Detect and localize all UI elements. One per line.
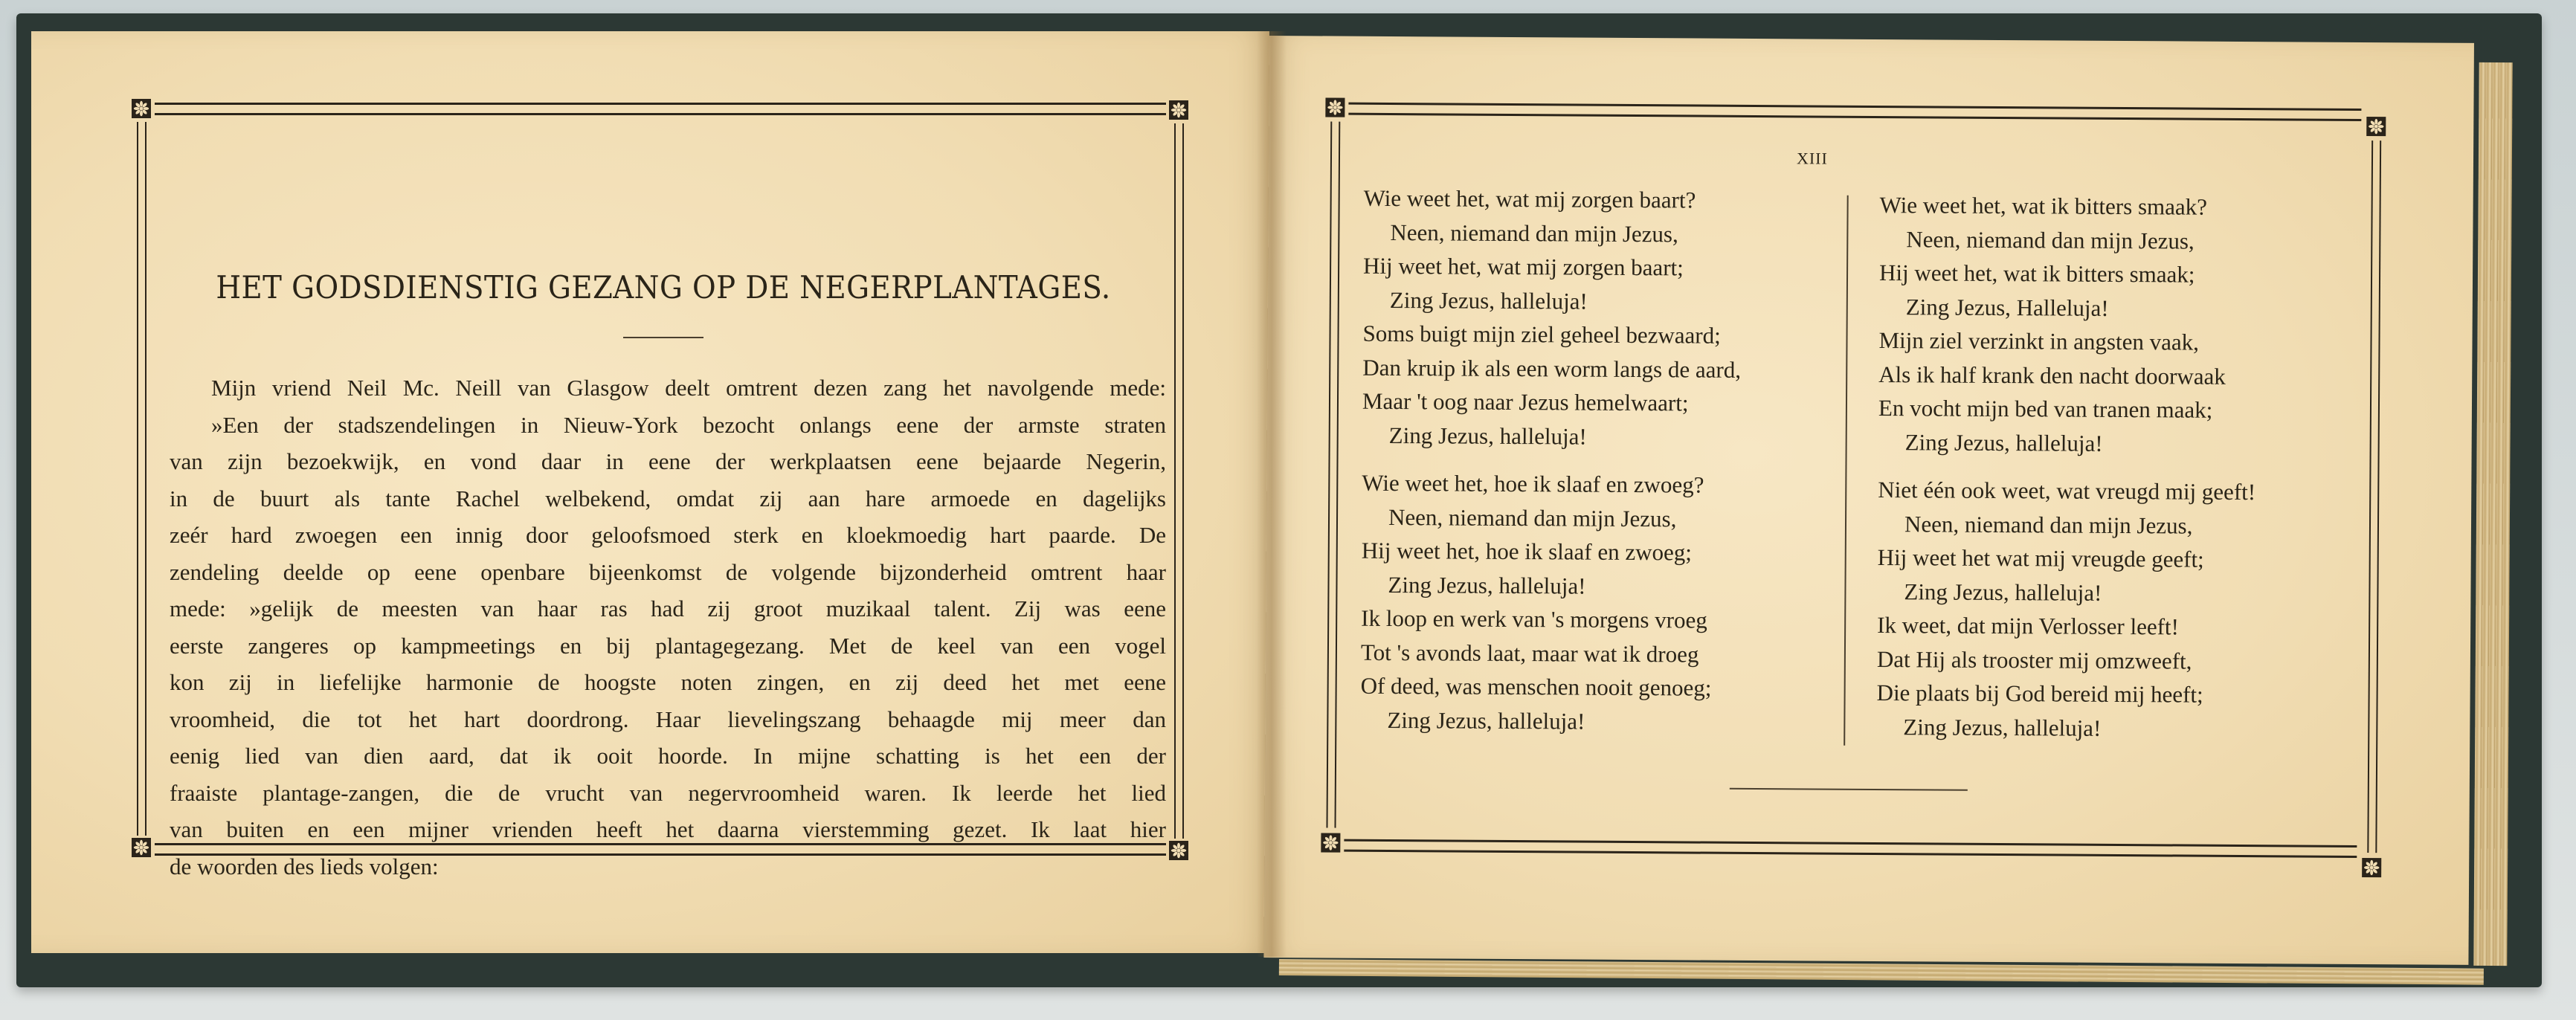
frame-right-rule: [1174, 123, 1184, 839]
poem-line: Maar 't oog naar Jezus hemelwaart;: [1362, 387, 1689, 416]
poem-line: Hij weet het wat mij vreugde geeft;: [1877, 544, 2204, 572]
intro-paragraph: [170, 369, 1166, 885]
chapter-title: HET GODSDIENSTIG GEZANG OP DE NEGERPLANTAGES.: [216, 269, 1111, 306]
poem-line: Die plaats bij God bereid mij heeft;: [1876, 680, 2203, 708]
flower-rosette-icon: [1169, 841, 1188, 860]
stanza: [1878, 188, 2258, 461]
poem-line: Neen, niemand dan mijn Jezus,: [1906, 225, 2195, 254]
frame-left-rule: [137, 122, 146, 836]
poem-line: Wie weet het, wat mij zorgen baart?: [1363, 184, 1696, 213]
poem-line: Ik loop en werk van 's morgens vroeg: [1361, 604, 1707, 633]
poem-line: Zing Jezus, halleluja!: [1389, 286, 1588, 314]
frame-right-rule: [2367, 141, 2381, 853]
poem-line: Niet één ook weet, wat vreugd mij geeft!: [1878, 477, 2256, 506]
flower-rosette-icon: [2362, 858, 2381, 877]
poem-line: Wie weet het, hoe ik slaaf en zwoeg?: [1362, 469, 1704, 498]
frame-top-rule: [155, 103, 1166, 115]
paragraph-line: mede: »gelijk de meesten van haar ras had zij groot muzikaal talent. Zij was eene: [170, 595, 1166, 622]
poem-line: Wie weet het, wat ik bitters smaak?: [1879, 192, 2208, 220]
poem-line: En vocht mijn bed van tranen maak;: [1878, 395, 2213, 423]
paragraph-line: van buiten en een mijner vrienden heeft het daarna vierstemming gezet. Ik laat hier: [170, 816, 1166, 842]
poem-line: Dat Hij als trooster mij omzweeft,: [1876, 645, 2192, 674]
stanza: [1876, 473, 2255, 746]
page-block-fore-edge: [2473, 62, 2512, 966]
paragraph-line: in de buurt als tante Rachel welbekend, omdat zij aan hare armoede en dagelijks: [170, 485, 1166, 511]
paragraph-line: fraaiste plantage-zangen, die de vrucht van negervroomheid waren. Ik leerde het lied: [170, 779, 1166, 806]
poem-line: Hij weet het, hoe ik slaaf en zwoeg;: [1361, 537, 1693, 566]
flower-rosette-icon: [1321, 833, 1340, 852]
stanza: [1360, 466, 1740, 739]
book-gutter: [1257, 31, 1287, 957]
title-separator: [623, 337, 703, 338]
frame-bottom-rule: [1344, 839, 2357, 858]
flower-rosette-icon: [132, 838, 151, 857]
right-page: [1263, 36, 2474, 965]
poem-line: Als ik half krank den nacht doorwaak: [1878, 361, 2226, 390]
poem-line: Mijn ziel verzinkt in angsten vaak,: [1878, 327, 2200, 355]
poem-line: Hij weet het, wat ik bitters smaak;: [1878, 259, 2195, 288]
poem-line: Neen, niemand dan mijn Jezus,: [1904, 510, 2193, 539]
poem-line: Soms buigt mijn ziel geheel bezwaard;: [1362, 320, 1721, 349]
paragraph-line: kon zij in liefelijke harmonie de hoogste noten zingen, en zij deed het met eene: [170, 669, 1166, 695]
poem-column-left: [1360, 181, 1742, 753]
paragraph-line: zendeling deelde op eene openbare bijeenkomst de volgende bijzonderheid omtrent haar: [170, 558, 1166, 585]
frame-top-rule: [1348, 103, 2361, 121]
paragraph-line: de woorden des lieds volgen:: [170, 853, 439, 879]
paragraph-line: vroomheid, die tot het hart doordrong. Haar lievelingszang behaagde mij meer dan: [170, 706, 1166, 732]
paragraph-line: van zijn bezoekwijk, en vond daar in eene der werkplaatsen eene bejaarde Negerin,: [170, 448, 1166, 474]
left-page: [31, 31, 1269, 953]
paragraph-line: eenig lied van dien aard, dat ik ooit hoorde. In mijne schatting is het een der: [170, 743, 1166, 769]
poem-line: Hij weet het, wat mij zorgen baart;: [1363, 252, 1684, 281]
poem-line: Neen, niemand dan mijn Jezus,: [1388, 503, 1677, 532]
flower-rosette-icon: [132, 99, 151, 118]
poem-line: Ik weet, dat mijn Verlosser leeft!: [1877, 612, 2180, 640]
flower-rosette-icon: [1169, 100, 1188, 120]
poem-line: Tot 's avonds laat, maar wat ik droeg: [1360, 639, 1699, 668]
poem-line: Zing Jezus, halleluja!: [1388, 571, 1586, 599]
paragraph-line: zeér hard zwoegen een innig door geloofsmoed sterk en kloekmoedig hart paarde. De: [170, 522, 1166, 548]
paragraph-line: eerste zangeres op kampmeetings en bij plantagegezang. Met de keel van een vogel: [170, 632, 1166, 659]
poem-line: Zing Jezus, halleluja!: [1904, 428, 2103, 456]
poem-line: Of deed, was menschen nooit genoeg;: [1360, 672, 1712, 701]
poem-line: Dan kruip ik als een worm langs de aard,: [1362, 354, 1742, 383]
poem-line: Zing Jezus, halleluja!: [1388, 422, 1587, 450]
paragraph-line: »Een der stadszendelingen in Nieuw-York bezocht onlangs eene der armste straten: [211, 411, 1166, 438]
poem-line: Zing Jezus, halleluja!: [1903, 713, 2102, 741]
flower-rosette-icon: [1325, 97, 1345, 117]
poem-line: Zing Jezus, Halleluja!: [1905, 293, 2109, 321]
poem-column-right: [1876, 188, 2258, 760]
flower-rosette-icon: [2366, 117, 2386, 136]
poem-line: Zing Jezus, halleluja!: [1904, 578, 2102, 606]
page-number: XIII: [1796, 149, 1828, 168]
frame-left-rule: [1326, 122, 1340, 828]
paragraph-line: Mijn vriend Neil Mc. Neill van Glasgow deelt omtrent dezen zang het navolgende mede:: [211, 375, 1166, 401]
poem-line: Zing Jezus, halleluja!: [1387, 706, 1585, 735]
stanza: [1362, 181, 1742, 454]
poem-line: Neen, niemand dan mijn Jezus,: [1390, 219, 1678, 247]
